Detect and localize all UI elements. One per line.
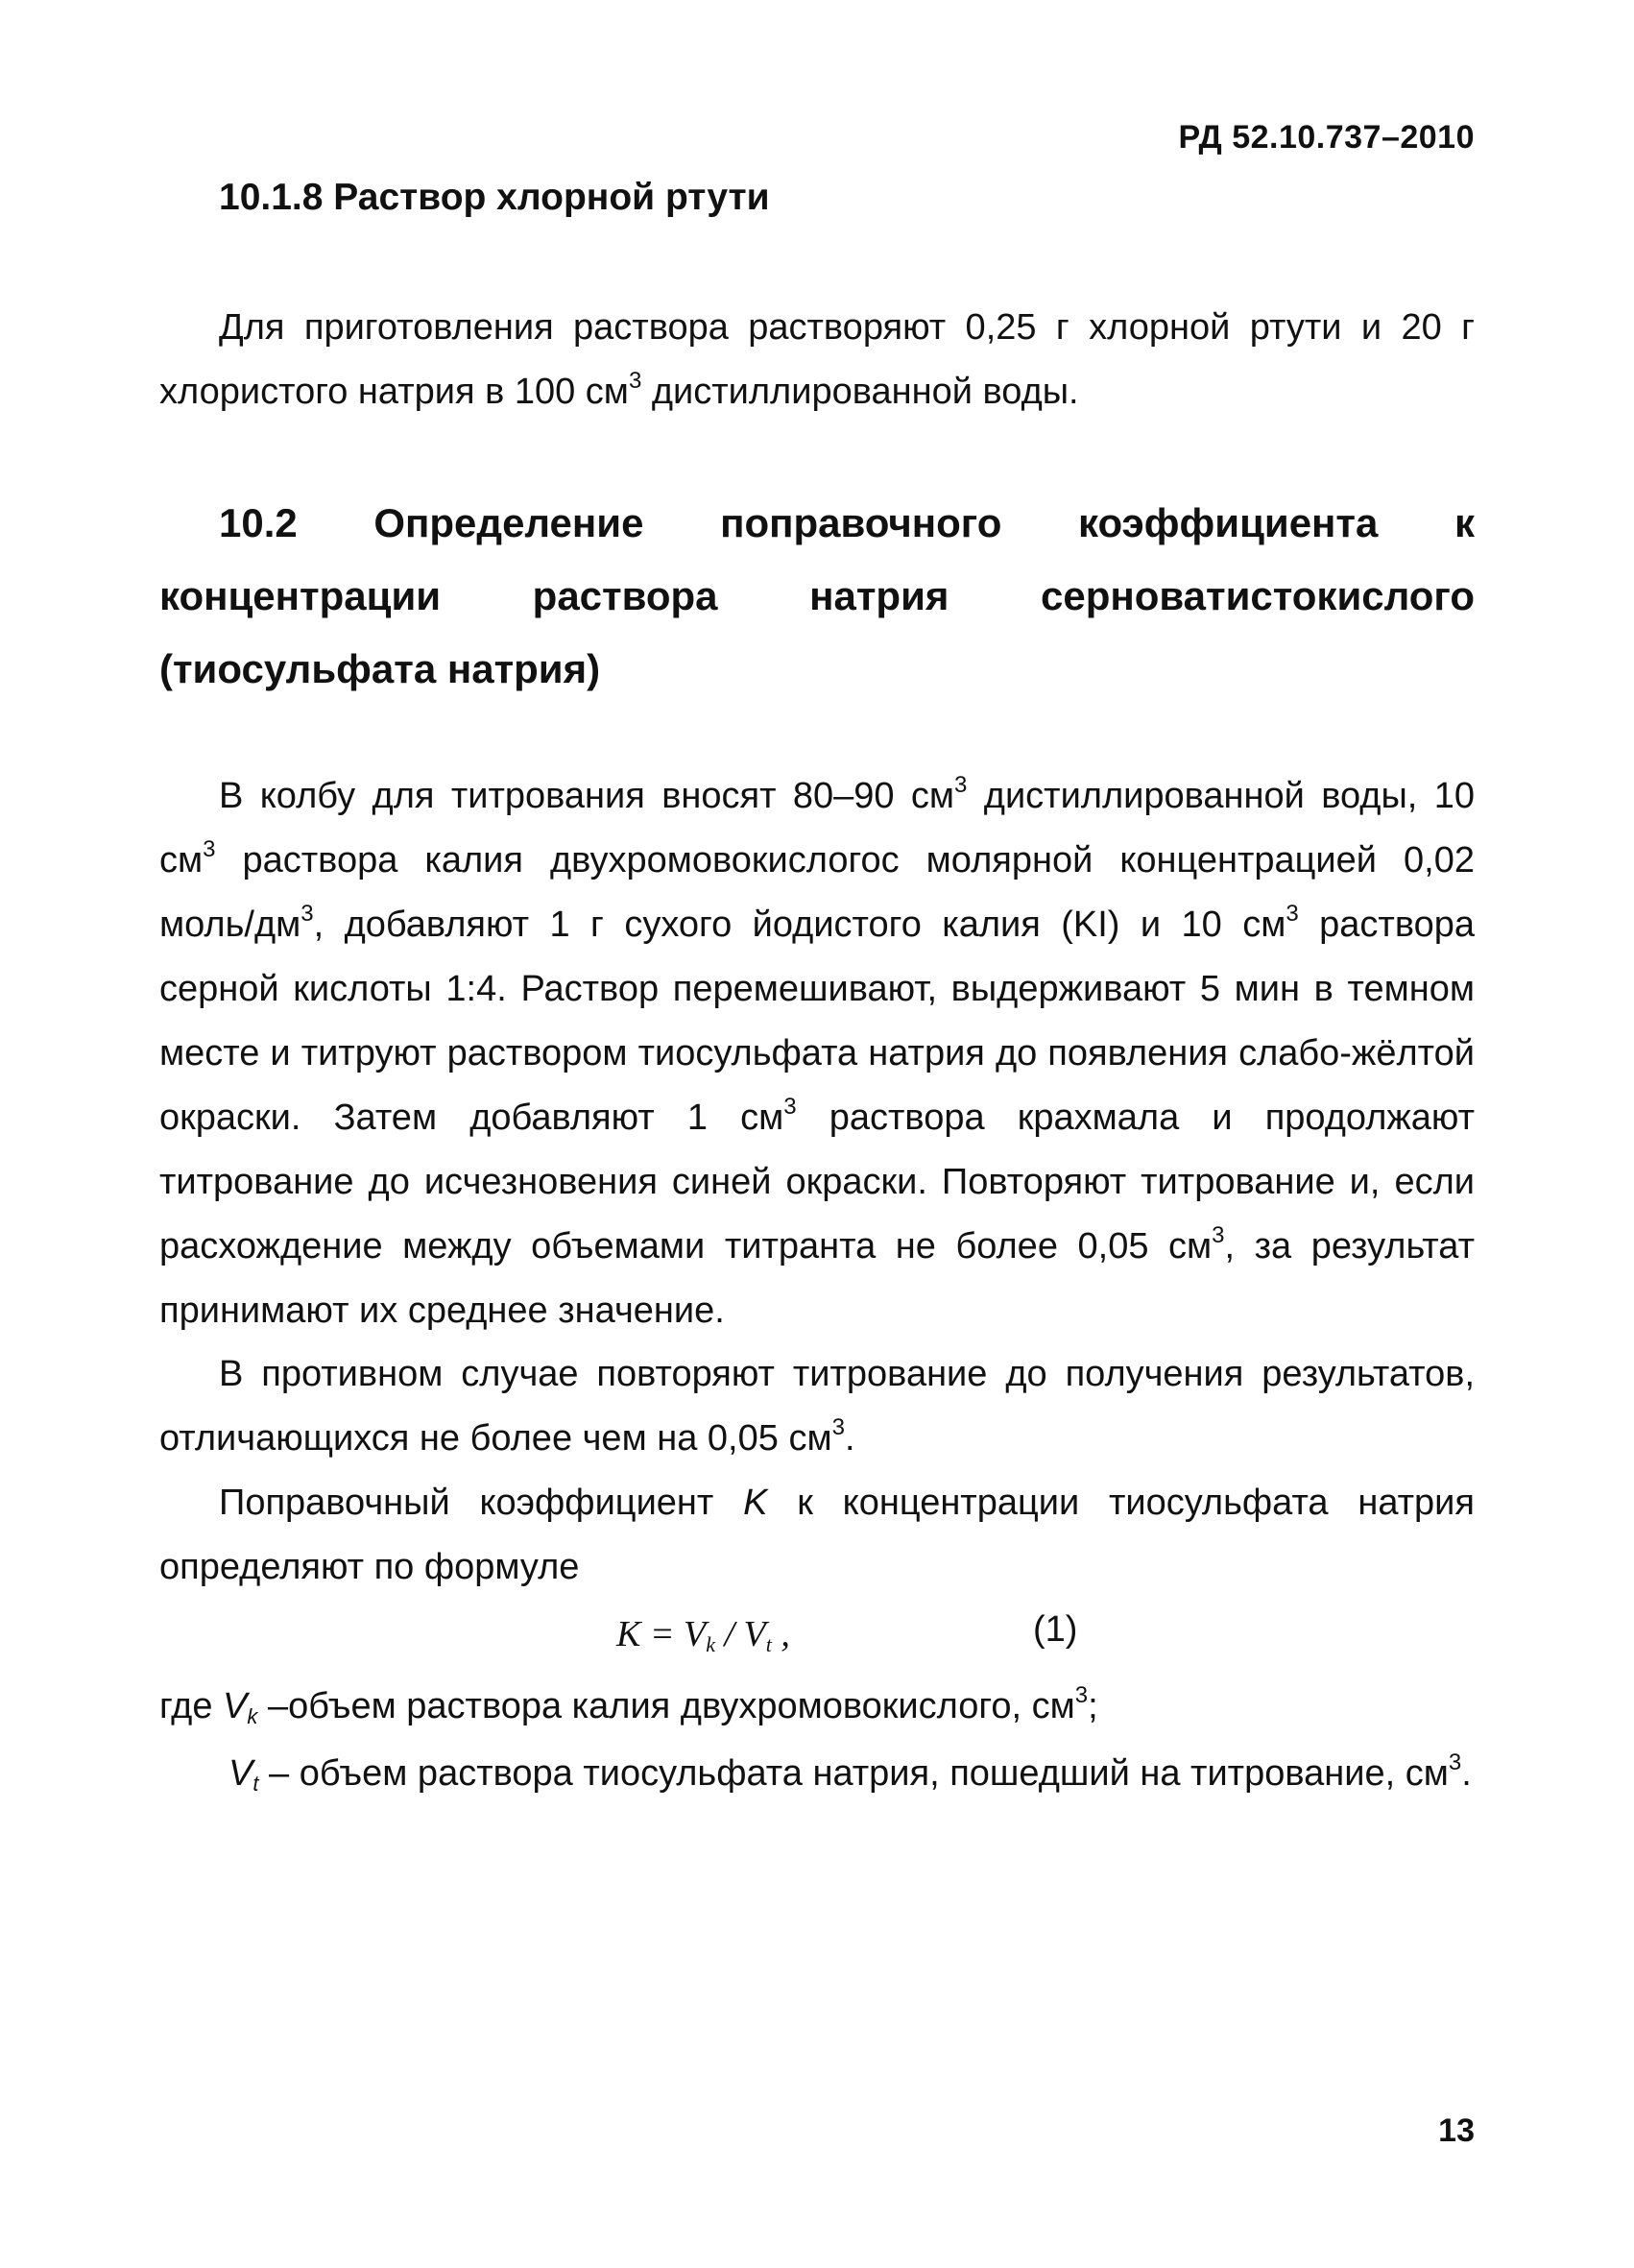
subscript: k — [706, 1632, 715, 1656]
text-run: , добавляют 1 г сухого йодистого калия (KI) и 10 см — [313, 905, 1286, 945]
variable-k: K — [743, 1483, 768, 1523]
text-run: Поправочный коэффициент — [219, 1483, 744, 1523]
formula-part: , — [771, 1614, 790, 1654]
superscript: 3 — [1448, 1749, 1462, 1775]
text-run: раствора калия двухромовокислогос молярной концентрацией 0,02 моль/дм — [159, 840, 1475, 945]
formula-row — [159, 1604, 1475, 1671]
text-run: где — [159, 1686, 224, 1726]
text-run: раствора серной кислоты 1:4. Раствор перемешивают, выдерживают 5 мин в темном месте и титруют раствором тиосульфата натрия до появления слабо-жёлтой окраски. Затем добавляют 1 см — [159, 905, 1475, 1138]
superscript: 3 — [1212, 1222, 1225, 1248]
text-run: , за результат принимают их среднее значение. — [159, 1226, 1475, 1331]
superscript: 3 — [831, 1414, 845, 1440]
text-run: –объем раствора калия двухромовокислого, см — [257, 1686, 1075, 1726]
heading-line-1: 10.2 Определение поправочного коэффициента к — [219, 500, 1475, 545]
text-run: дистиллированной воды. — [641, 372, 1079, 412]
superscript: 3 — [203, 836, 216, 862]
page-number: 13 — [1438, 2112, 1475, 2149]
paragraph-repeat-titration — [159, 1342, 1475, 1471]
superscript: 3 — [1074, 1682, 1089, 1708]
text-run: к концентрации тиосульфата натрия определяют по формуле — [159, 1483, 1475, 1587]
formula-part: K = V — [616, 1614, 707, 1654]
text-run: Для приготовления раствора растворяют 0,25 г хлорной ртути и 20 г хлористого натрия в 100 см — [159, 307, 1475, 412]
text-run: раствора крахмала и продолжают титрование до исчезновения синей окраски. Повторяют титрование и, если расхождение между объемами титранта не более 0,05 см — [159, 1098, 1475, 1267]
equation-number: (1) — [1033, 1609, 1078, 1650]
variable-v: V — [223, 1686, 248, 1726]
section-heading-10-1-8: 10.1.8 Раствор хлорной ртути — [219, 177, 770, 218]
text-run: дистиллированной воды, 10 см — [159, 776, 1475, 881]
subscript: k — [247, 1704, 258, 1728]
document-code: РД 52.10.737–2010 — [1178, 119, 1475, 156]
subscript: t — [765, 1632, 772, 1656]
superscript: 3 — [628, 368, 642, 394]
superscript: 3 — [300, 901, 314, 927]
text-run: – объем раствора тиосульфата натрия, пошедший на титрование, см — [258, 1753, 1449, 1794]
variable-v: V — [228, 1753, 253, 1794]
text-run: . — [844, 1418, 855, 1459]
subscript: t — [252, 1772, 259, 1796]
formula-part: / V — [714, 1614, 766, 1654]
text-run: В колбу для титрования вносят 80–90 см — [219, 776, 955, 816]
formula — [616, 1613, 790, 1655]
superscript: 3 — [954, 772, 968, 798]
superscript: 3 — [783, 1094, 797, 1120]
text-run: ; — [1088, 1686, 1098, 1726]
superscript: 3 — [1286, 901, 1299, 927]
heading-line-3: (тиосульфата натрия) — [159, 646, 601, 691]
definition-vk — [159, 1675, 1475, 1739]
definition-vt — [159, 1742, 1475, 1806]
text-run: . — [1461, 1753, 1472, 1794]
text-run: В противном случае повторяют титрование до получения результатов, отличающихся не более чем на 0,05 см — [159, 1354, 1475, 1459]
section-heading-10-2 — [159, 487, 1475, 706]
paragraph-titration-procedure — [159, 764, 1475, 1343]
paragraph-correction-coefficient — [159, 1471, 1475, 1600]
paragraph-mercury-chloride — [159, 296, 1475, 424]
heading-line-2: концентрации раствора натрия серноватистокислого — [159, 573, 1475, 618]
